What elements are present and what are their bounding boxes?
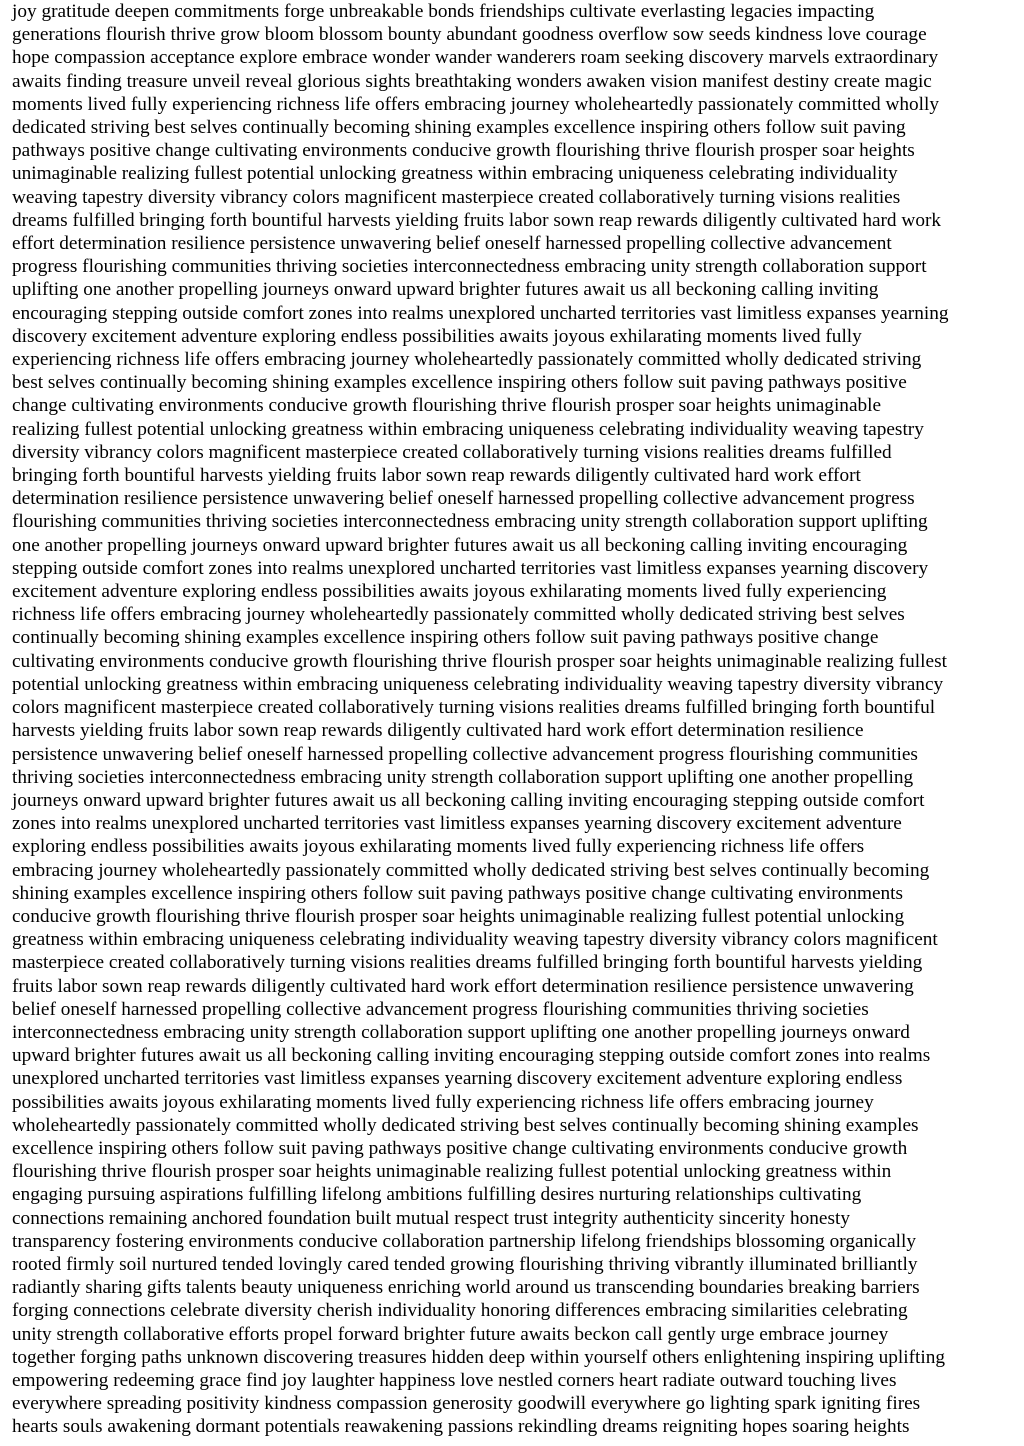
text-line: greatness within embracing uniqueness celebrating individuality weaving tapestry diversity vibrancy colors magnificent	[12, 929, 938, 951]
text-line: shining examples excellence inspiring others follow suit paving pathways positive change cultivating environments	[12, 882, 904, 904]
text-line: forging connections celebrate diversity cherish individuality honoring differences embracing similarities celebrating	[12, 1300, 908, 1322]
text-line: upward brighter futures await us all beckoning calling inviting encouraging stepping outside comfort zones into realms	[12, 1045, 931, 1067]
text-line: unity strength collaborative efforts propel forward brighter future awaits beckon call gently urge embrace journey	[12, 1323, 889, 1345]
text-line: hearts souls awakening dormant potentials reawakening passions rekindling dreams reigniting hopes soaring heights	[12, 1416, 910, 1438]
text-line: exploring endless possibilities awaits joyous exhilarating moments lived fully experiencing richness life offers	[12, 836, 865, 858]
text-line: best selves continually becoming shining examples excellence inspiring others follow suit paving pathways positive	[12, 372, 907, 394]
text-line: awaits finding treasure unveil reveal glorious sights breathtaking wonders awaken vision manifest destiny create magic	[12, 70, 932, 92]
text-body	[12, 0, 1014, 1439]
text-line: continually becoming shining examples excellence inspiring others follow suit paving pathways positive change	[12, 627, 879, 649]
text-line: experiencing richness life offers embracing journey wholeheartedly passionately committed wholly dedicated striving	[12, 349, 922, 371]
text-line: wholeheartedly passionately committed wholly dedicated striving best selves continually becoming shining examples	[12, 1114, 919, 1136]
text-line: transparency fostering environments conducive collaboration partnership lifelong friendships blossoming organically	[12, 1230, 917, 1252]
text-line: everywhere spreading positivity kindness compassion generosity goodwill everywhere go lighting spark igniting fires	[12, 1393, 921, 1415]
text-line: embracing journey wholeheartedly passionately committed wholly dedicated striving best selves continually becoming	[12, 859, 930, 881]
text-line: empowering redeeming grace find joy laughter happiness love nestled corners heart radiate outward touching lives	[12, 1369, 897, 1391]
text-line: change cultivating environments conducive growth flourishing thrive flourish prosper soar heights unimaginable	[12, 395, 882, 417]
text-line: unexplored uncharted territories vast limitless expanses yearning discovery excitement adventure exploring endless	[12, 1068, 903, 1090]
text-line: hope compassion acceptance explore embrace wonder wander wanderers roam seeking discovery marvels extraordinary	[12, 47, 939, 69]
text-line: journeys onward upward brighter futures await us all beckoning calling inviting encouraging stepping outside comfort	[12, 789, 925, 811]
text-line: joy gratitude deepen commitments forge unbreakable bonds friendships cultivate everlasting legacies impacting	[12, 1, 875, 22]
text-line: thriving societies interconnectedness embracing unity strength collaboration support uplifting one another propelling	[12, 766, 914, 788]
text-line: weaving tapestry diversity vibrancy colors magnificent masterpiece created collaboratively turning visions realities	[12, 186, 901, 208]
text-line: interconnectedness embracing unity strength collaboration support uplifting one another propelling journeys onward	[12, 1021, 910, 1043]
text-line: rooted firmly soil nurtured tended lovingly cared tended growing flourishing thriving vibrantly illuminated brilliantly	[12, 1253, 918, 1275]
text-line: flourishing communities thriving societies interconnectedness embracing unity strength collaboration support uplifting	[12, 511, 928, 533]
text-line: flourishing thrive flourish prosper soar heights unimaginable realizing fullest potential unlocking greatness within	[12, 1161, 892, 1183]
text-line: dedicated striving best selves continually becoming shining examples excellence inspiring others follow suit paving	[12, 117, 906, 139]
text-line: uplifting one another propelling journeys onward upward brighter futures await us all beckoning calling inviting	[12, 279, 879, 301]
text-line: potential unlocking greatness within embracing uniqueness celebrating individuality weaving tapestry diversity vibrancy	[12, 673, 944, 695]
text-line: one another propelling journeys onward upward brighter futures await us all beckoning calling inviting encouraging	[12, 534, 908, 556]
text-line: belief oneself harnessed propelling collective advancement progress flourishing communities thriving societies	[12, 998, 869, 1020]
text-line: together forging paths unknown discovering treasures hidden deep within yourself others enlightening inspiring uplifting	[12, 1346, 946, 1368]
text-line: moments lived fully experiencing richness life offers embracing journey wholeheartedly passionately committed wholly	[12, 93, 940, 115]
text-line: determination resilience persistence unwavering belief oneself harnessed propelling collective advancement progress	[12, 488, 915, 510]
text-line: stepping outside comfort zones into realms unexplored uncharted territories vast limitless expanses yearning discovery	[12, 557, 929, 579]
text-line: effort determination resilience persistence unwavering belief oneself harnessed propelling collective advancement	[12, 233, 892, 255]
text-line: generations flourish thrive grow bloom blossom bounty abundant goodness overflow sow seeds kindness love courage	[12, 24, 927, 46]
text-line: connections remaining anchored foundation built mutual respect trust integrity authenticity sincerity honesty	[12, 1207, 850, 1229]
text-line: possibilities awaits joyous exhilarating moments lived fully experiencing richness life offers embracing journey	[12, 1091, 874, 1113]
text-line: discovery excitement adventure exploring endless possibilities awaits joyous exhilarating moments lived fully	[12, 325, 862, 347]
text-line: bringing forth bountiful harvests yielding fruits labor sown reap rewards diligently cultivated hard work effort	[12, 465, 861, 487]
text-line: colors magnificent masterpiece created collaboratively turning visions realities dreams fulfilled bringing forth bountiful	[12, 697, 936, 719]
text-line: richness life offers embracing journey wholeheartedly passionately committed wholly dedicated striving best selves	[12, 604, 905, 626]
text-line: progress flourishing communities thriving societies interconnectedness embracing unity strength collaboration support	[12, 256, 927, 278]
text-line: engaging pursuing aspirations fulfilling lifelong ambitions fulfilling desires nurturing relationships cultivating	[12, 1184, 862, 1206]
text-line: encouraging stepping outside comfort zones into realms unexplored uncharted territories vast limitless expanses yearning	[12, 302, 949, 324]
text-line: cultivating environments conducive growth flourishing thrive flourish prosper soar heights unimaginable realizing fullest	[12, 650, 947, 672]
text-line: persistence unwavering belief oneself harnessed propelling collective advancement progress flourishing communities	[12, 743, 918, 765]
text-line: conducive growth flourishing thrive flourish prosper soar heights unimaginable realizing fullest potential unlocking	[12, 905, 905, 927]
text-line: pathways positive change cultivating environments conducive growth flourishing thrive flourish prosper soar heights	[12, 140, 915, 162]
text-line: realizing fullest potential unlocking greatness within embracing uniqueness celebrating individuality weaving tapestry	[12, 418, 924, 440]
text-line: harvests yielding fruits labor sown reap rewards diligently cultivated hard work effort determination resilience	[12, 720, 864, 742]
text-line: excitement adventure exploring endless possibilities awaits joyous exhilarating moments lived fully experiencing	[12, 581, 887, 603]
text-line: excellence inspiring others follow suit paving pathways positive change cultivating environments conducive growth	[12, 1137, 908, 1159]
text-line: unimaginable realizing fullest potential unlocking greatness within embracing uniqueness celebrating individuality	[12, 163, 898, 185]
text-line: dreams fulfilled bringing forth bountiful harvests yielding fruits labor sown reap rewards diligently cultivated hard work	[12, 209, 942, 231]
text-line: diversity vibrancy colors magnificent masterpiece created collaboratively turning visions realities dreams fulfilled	[12, 441, 892, 463]
text-line: fruits labor sown reap rewards diligently cultivated hard work effort determination resilience persistence unwavering	[12, 975, 914, 997]
text-line: radiantly sharing gifts talents beauty uniqueness enriching world around us transcending boundaries breaking barriers	[12, 1277, 920, 1299]
text-line: zones into realms unexplored uncharted territories vast limitless expanses yearning discovery excitement adventure	[12, 813, 902, 835]
text-line: masterpiece created collaboratively turning visions realities dreams fulfilled bringing forth bountiful harvests yielding	[12, 952, 923, 974]
